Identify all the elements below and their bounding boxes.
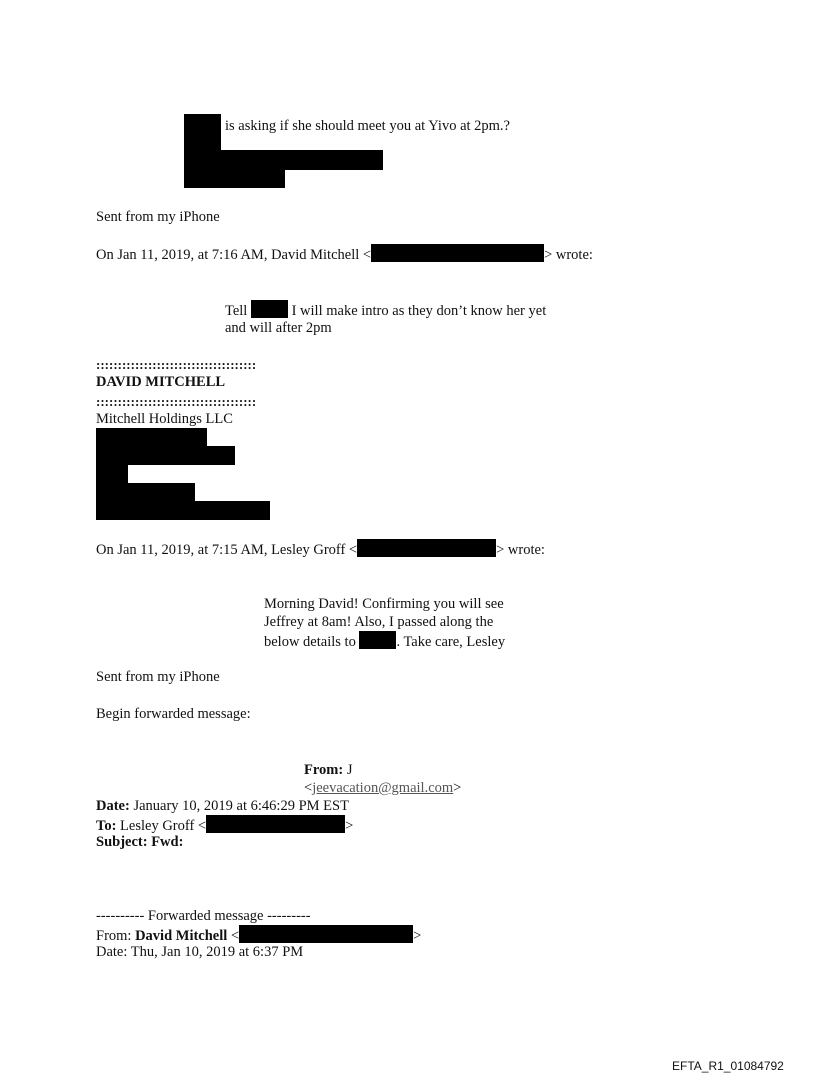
mitchell-tell: Tell [225,303,248,319]
redaction-inline [357,539,496,557]
sent-from-iphone-2: Sent from my iPhone [96,669,220,685]
forward-date-value: January 10, 2019 at 6:46:29 PM EST [133,798,349,814]
groff-message-line-1: Morning David! Confirming you will see [264,596,504,612]
forward-subject-label: Subject: [96,834,148,850]
forward-date [96,797,349,815]
reply-header-1 [96,244,593,264]
forward-to-value: Lesley Groff < [120,818,207,834]
email-close-bracket: > [453,780,462,796]
inner-from-name: David Mitchell [135,928,228,944]
mitchell-line1-rest: I will make intro as they don’t know her yet [291,303,547,319]
groff-message-line-2: Jeffrey at 8am! Also, I passed along the [264,614,494,630]
sent-from-iphone-1: Sent from my iPhone [96,209,220,225]
signature-company: Mitchell Holdings LLC [96,411,233,427]
forward-date-label: Date: [96,798,130,814]
signature-separator-bottom: ::::::::::::::::::::::::::::::::::::: [96,394,257,409]
inner-forward-date: Date: Thu, Jan 10, 2019 at 6:37 PM [96,944,304,960]
redaction-block [96,483,195,501]
document-id: EFTA_R1_01084792 [672,1059,784,1073]
forward-from-value: J [346,762,353,778]
redaction-inline [359,631,396,649]
redaction-inline [239,925,413,943]
redaction-block [96,428,207,446]
groff-line3-suffix: . Take care, Lesley [396,634,506,650]
email-open-bracket: < [304,780,313,796]
reply-header-2-suffix: > wrote: [496,542,545,558]
begin-forwarded: Begin forwarded message: [96,706,251,722]
inner-from-label: From: [96,928,132,944]
inner-from-close: > [413,928,422,944]
groff-line3-prefix: below details to [264,634,356,650]
redaction-block [96,501,270,520]
mitchell-message-line-1 [225,300,546,320]
forward-to-close: > [345,818,354,834]
mitchell-message-line-2: and will after 2pm [225,320,332,336]
email-link[interactable]: jeevacation@gmail.com [312,780,454,796]
reply-header-1-suffix: > wrote: [544,247,593,263]
signature-separator-top: ::::::::::::::::::::::::::::::::::::: [96,357,257,372]
forward-from [304,761,352,779]
signature-name: DAVID MITCHELL [96,374,226,390]
reply-header-2-prefix: On Jan 11, 2019, at 7:15 AM, Lesley Groff < [96,542,358,558]
redaction-block [96,446,235,465]
inner-from-open: < [230,928,240,944]
inner-forward-from [96,925,421,945]
redaction-block [184,150,383,170]
redaction-block [184,114,221,150]
redaction-inline [206,815,345,833]
forward-to-label: To: [96,818,117,834]
groff-message-line-3 [264,631,505,651]
redaction-inline [371,244,544,262]
redaction-inline [251,300,288,318]
forward-subject [96,833,183,851]
forward-to [96,815,353,835]
inner-forward-separator: ---------- Forwarded message --------- [96,908,311,924]
top-message: is asking if she should meet you at Yivo at 2pm.? [225,118,510,134]
redaction-block [96,465,128,483]
reply-header-2 [96,539,545,559]
forward-from-label: From: [304,762,344,778]
reply-header-1-prefix: On Jan 11, 2019, at 7:16 AM, David Mitchell < [96,247,372,263]
forward-from-email [304,779,461,797]
redaction-block [184,170,285,188]
forward-subject-value: Fwd: [151,834,184,850]
